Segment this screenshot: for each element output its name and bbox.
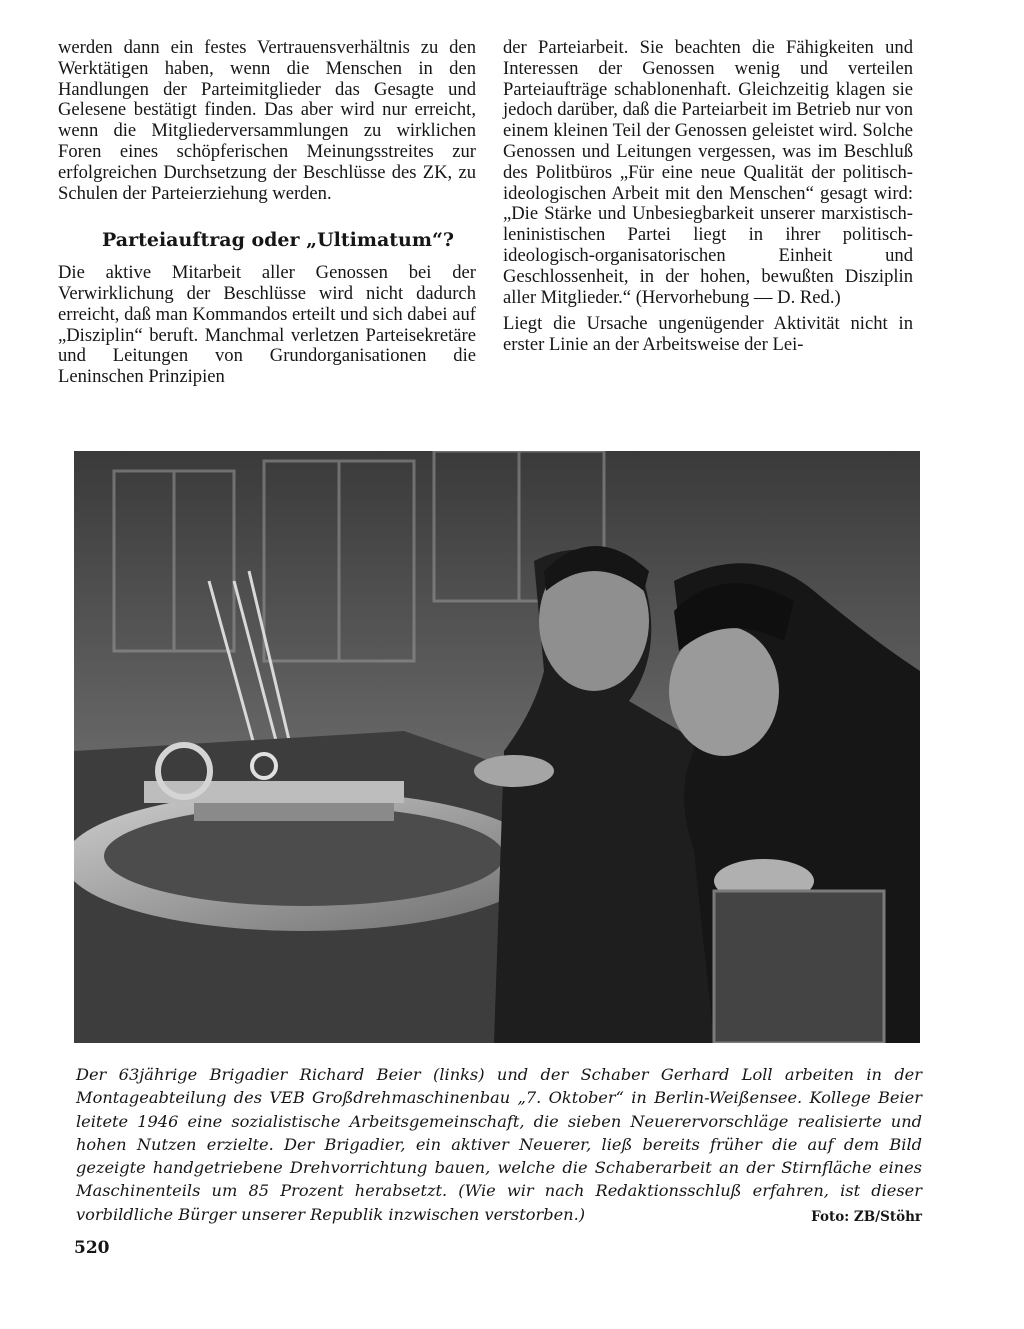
workshop-photo — [74, 451, 920, 1043]
page-number: 520 — [74, 1238, 110, 1258]
photo-illustration — [74, 451, 920, 1043]
photo-credit: Foto: ZB/Stöhr — [811, 1208, 922, 1225]
left-paragraph-2: Die aktive Mitarbeit aller Genossen bei der Verwirklichung der Beschlüsse wird nicht dadurch erreicht, daß man Kommandos erteilt und sich dabei auf „Disziplin“ beruft. Manchmal verletzen Parteisekretäre und Leitungen von Grundorganisationen die Leninschen Prinzipien — [58, 262, 476, 388]
right-paragraph-2: Liegt die Ursache ungenügender Aktivität nicht in erster Linie an der Arbeitsweise der Lei- — [503, 313, 913, 356]
left-paragraph-1: werden dann ein festes Vertrauensverhältnis zu den Werktätigen haben, wenn die Menschen in den Handlungen der Parteimitglieder das Gesagte und Gelesene bestätigt finden. Das aber wird nur erreicht, wenn die Mitgliederversammlungen zu wirklichen Foren eines schöpferischen Meinungsstreites zur erfolgreichen Durchsetzung der Beschlüsse des ZK, zu Schulen der Parteierziehung werden. — [58, 37, 476, 204]
right-paragraph-1: der Parteiarbeit. Sie beachten die Fähigkeiten und Interessen der Genossen wenig und verteilen Parteiaufträge schablonenhaft. Gleichzeitig klagen sie jedoch darüber, daß die Parteiarbeit im Betrieb nur von einem kleinen Teil der Genossen geleistet wird. Solche Genossen und Leitungen vergessen, was im Beschluß des Politbüros „Für eine neue Qualität der politisch-ideologischen Arbeit mit den Menschen“ gesagt wird: „Die Stärke und Unbesiegbarkeit unserer marxistisch-leninistischen Partei liegt in ihrer politisch-ideologisch-organisatorischen Einheit und Geschlossenheit, in der hohen, bewußten Disziplin aller Mitglieder.“ (Hervorhebung — D. Red.) — [503, 37, 913, 308]
right-column — [503, 38, 913, 356]
caption-text: Der 63jährige Brigadier Richard Beier (links) und der Schaber Gerhard Loll arbeiten in der Montageabteilung des VEB Großdrehmaschinenbau „7. Oktober“ in Berlin-Weißensee. Kollege Beier leitete 1946 eine sozialistische Arbeitsgemeinschaft, die sieben Neuerervorschläge realisierte und hohen Nutzen erzielte. Der Brigadier, ein aktiver Neuerer, ließ bereits früher die auf dem Bild gezeigte handgetriebene Drehvorrichtung bauen, welche die Schaberarbeit an der Stirnfläche eines Maschinenteils um 85 Prozent herabsetzt. (Wie wir nach Redaktionsschluß erfahren, ist dieser vorbildliche Bürger unserer Republik inzwischen verstorben.) — [76, 1065, 922, 1224]
photo-caption — [76, 1063, 922, 1229]
left-column — [58, 38, 476, 388]
section-heading: Parteiauftrag oder „Ultimatum“? — [102, 229, 455, 252]
